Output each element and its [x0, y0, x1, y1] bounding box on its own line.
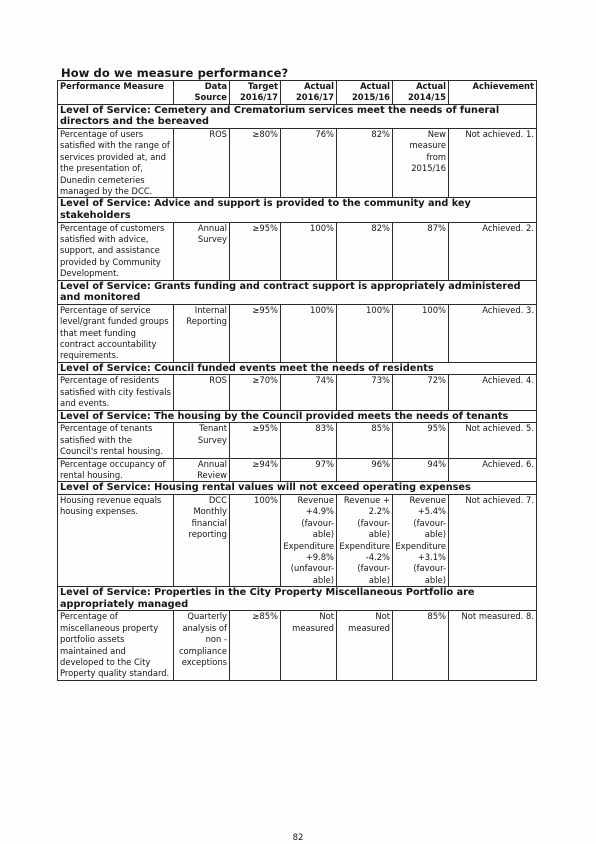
actual-2014-cell: New measure from 2015/16: [393, 129, 449, 198]
actual-2016-cell: Not measured: [281, 611, 337, 680]
measure-cell: Percentage of customers satisfied with advice, support, and assistance provided by Community Development.: [58, 222, 174, 280]
actual-2014-cell: 94%: [393, 458, 449, 482]
level-of-service-row: [58, 587, 537, 611]
achievement-cell: Achieved. 3.: [449, 304, 537, 362]
achievement-cell: Not achieved. 1.: [449, 129, 537, 198]
target-cell: ≥95%: [230, 304, 281, 362]
col-header-actual-2014: Actual 2014/15: [393, 81, 449, 105]
source-cell: Annual Review: [174, 458, 230, 482]
actual-2016-cell: 100%: [281, 222, 337, 280]
target-cell: 100%: [230, 494, 281, 586]
actual-2014-cell: Revenue +5.4% (favour-able) Expenditure +3.1% (favour-able): [393, 494, 449, 586]
measure-cell: Housing revenue equals housing expenses.: [58, 494, 174, 586]
source-cell: Tenant Survey: [174, 423, 230, 458]
achievement-cell: Achieved. 6.: [449, 458, 537, 482]
actual-2014-cell: 72%: [393, 375, 449, 410]
actual-2015-cell: 82%: [337, 129, 393, 198]
target-cell: ≥94%: [230, 458, 281, 482]
level-of-service-title: Level of Service: Cemetery and Crematorium services meet the needs of funeral directors and the bereaved: [58, 104, 537, 128]
performance-table: [57, 80, 537, 681]
header-row: [58, 81, 537, 105]
table-row: [58, 304, 537, 362]
source-cell: DCC Monthly financial reporting: [174, 494, 230, 586]
level-of-service-title: Level of Service: Advice and support is provided to the community and key stakeholders: [58, 198, 537, 222]
target-cell: ≥85%: [230, 611, 281, 680]
achievement-cell: Not achieved. 5.: [449, 423, 537, 458]
level-of-service-title: Level of Service: Council funded events meet the needs of residents: [58, 362, 537, 375]
measure-cell: Percentage of residents satisfied with city festivals and events.: [58, 375, 174, 410]
source-cell: Quarterly analysis of non - compliance exceptions: [174, 611, 230, 680]
actual-2016-cell: 83%: [281, 423, 337, 458]
achievement-cell: Achieved. 2.: [449, 222, 537, 280]
actual-2016-cell: 100%: [281, 304, 337, 362]
level-of-service-row: [58, 280, 537, 304]
actual-2014-cell: 95%: [393, 423, 449, 458]
table-row: [58, 458, 537, 482]
measure-cell: Percentage of tenants satisfied with the Council's rental housing.: [58, 423, 174, 458]
page-heading: How do we measure performance?: [61, 66, 289, 80]
table-row: [58, 611, 537, 680]
source-cell: ROS: [174, 129, 230, 198]
target-cell: ≥95%: [230, 222, 281, 280]
actual-2016-cell: 74%: [281, 375, 337, 410]
actual-2015-cell: 82%: [337, 222, 393, 280]
page-number: 82: [292, 833, 304, 843]
level-of-service-title: Level of Service: Grants funding and contract support is appropriately administered and monitored: [58, 280, 537, 304]
actual-2014-cell: 85%: [393, 611, 449, 680]
level-of-service-row: [58, 410, 537, 423]
source-cell: Internal Reporting: [174, 304, 230, 362]
source-cell: Annual Survey: [174, 222, 230, 280]
actual-2015-cell: 100%: [337, 304, 393, 362]
col-header-target: Target 2016/17: [230, 81, 281, 105]
level-of-service-title: Level of Service: Properties in the City Property Miscellaneous Portfolio are appropriately managed: [58, 587, 537, 611]
col-header-actual-2016: Actual 2016/17: [281, 81, 337, 105]
actual-2015-cell: Revenue + 2.2% (favour-able) Expenditure -4.2% (favour-able): [337, 494, 393, 586]
table-row: [58, 129, 537, 198]
actual-2016-cell: 97%: [281, 458, 337, 482]
achievement-cell: Achieved. 4.: [449, 375, 537, 410]
target-cell: ≥80%: [230, 129, 281, 198]
level-of-service-row: [58, 362, 537, 375]
col-header-measure: Performance Measure: [58, 81, 174, 105]
col-header-achievement: Achievement: [449, 81, 537, 105]
col-header-actual-2015: Actual 2015/16: [337, 81, 393, 105]
level-of-service-row: [58, 482, 537, 495]
level-of-service-title: Level of Service: Housing rental values will not exceed operating expenses: [58, 482, 537, 495]
actual-2014-cell: 100%: [393, 304, 449, 362]
actual-2014-cell: 87%: [393, 222, 449, 280]
actual-2016-cell: Revenue +4.9% (favour-able) Expenditure +9.8% (unfavour-able): [281, 494, 337, 586]
achievement-cell: Not achieved. 7.: [449, 494, 537, 586]
measure-cell: Percentage of service level/grant funded groups that meet funding contract accountability requirements.: [58, 304, 174, 362]
level-of-service-title: Level of Service: The housing by the Council provided meets the needs of tenants: [58, 410, 537, 423]
source-cell: ROS: [174, 375, 230, 410]
actual-2015-cell: 85%: [337, 423, 393, 458]
actual-2015-cell: 96%: [337, 458, 393, 482]
target-cell: ≥95%: [230, 423, 281, 458]
actual-2015-cell: Not measured: [337, 611, 393, 680]
actual-2015-cell: 73%: [337, 375, 393, 410]
actual-2016-cell: 76%: [281, 129, 337, 198]
table-row: [58, 494, 537, 586]
table-row: [58, 222, 537, 280]
measure-cell: Percentage of users satisfied with the range of services provided at, and the presentation of, Dunedin cemeteries managed by the DCC.: [58, 129, 174, 198]
level-of-service-row: [58, 104, 537, 128]
achievement-cell: Not measured. 8.: [449, 611, 537, 680]
measure-cell: Percentage occupancy of rental housing.: [58, 458, 174, 482]
table-row: [58, 375, 537, 410]
measure-cell: Percentage of miscellaneous property portfolio assets maintained and developed to the City Property quality standard.: [58, 611, 174, 680]
col-header-source: Data Source: [174, 81, 230, 105]
level-of-service-row: [58, 198, 537, 222]
target-cell: ≥70%: [230, 375, 281, 410]
table-row: [58, 423, 537, 458]
